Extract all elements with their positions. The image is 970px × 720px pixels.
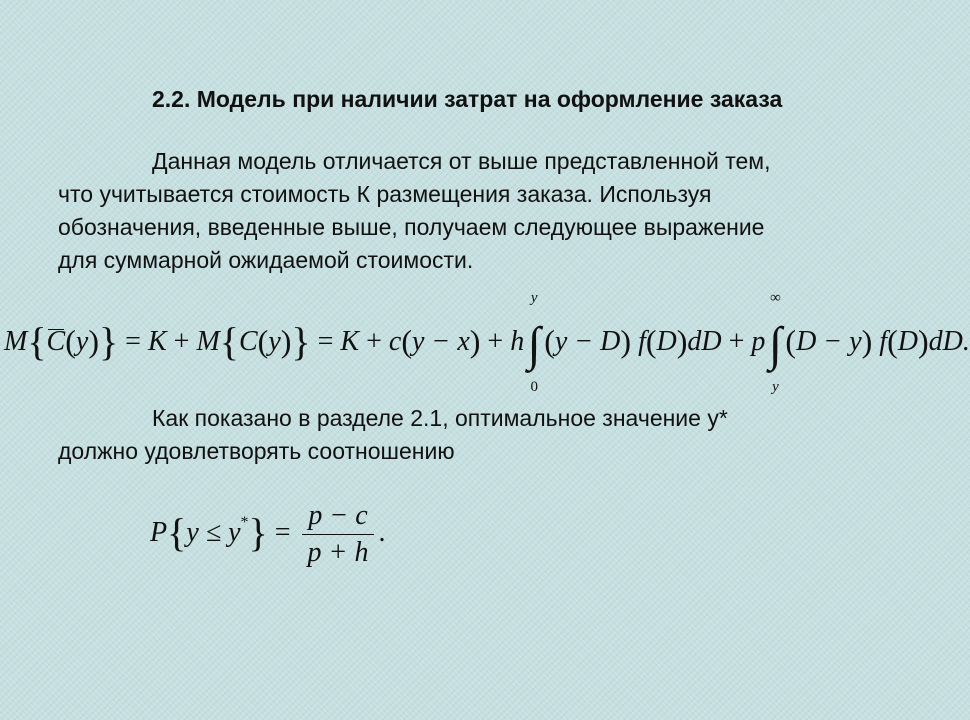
paragraph-model-description [58, 145, 918, 277]
paragraph-1-text: Данная модель отличается от выше представленной тем, что учитывается стоимость К размещения заказа. Используя обозначения, введенные выше, получаем следующее выражение для суммарной ожидаемой стоимости. [58, 148, 771, 273]
paren: ) [469, 323, 481, 359]
formula-total-expected-cost [4, 290, 970, 395]
integral-upper-limit: y [530, 290, 538, 306]
integral-sign-1: ∫ y 0 [527, 290, 541, 395]
formula-term: D [656, 326, 677, 357]
formula-operator: + [366, 326, 382, 357]
paren: ( [544, 323, 555, 359]
paren: ( [65, 323, 76, 359]
right-brace: } [291, 319, 311, 364]
formula-term: p [751, 326, 766, 357]
formula-term: y − x [412, 326, 470, 357]
integral-lower-limit: 0 [530, 379, 538, 395]
paren: ) [861, 323, 873, 359]
paren: ) [620, 323, 632, 359]
formula-term: C [238, 326, 258, 357]
formula-operator: = [125, 326, 141, 357]
formula-operator: = [274, 516, 291, 548]
paren: ) [676, 323, 688, 359]
formula-term-c-bar: C [46, 326, 66, 357]
paren: ( [257, 323, 269, 359]
formula-term: P [150, 516, 168, 548]
formula-term: f [638, 326, 646, 357]
paren: ( [887, 323, 898, 359]
integral-lower-limit: y [772, 379, 779, 395]
formula-period: . [378, 516, 386, 548]
right-brace: } [248, 509, 268, 555]
formula-term: M [196, 326, 220, 357]
formula-term: y [75, 326, 89, 357]
formula-operator: + [728, 326, 745, 357]
formula-term: f [879, 326, 888, 357]
paren: ( [785, 323, 797, 359]
formula-term: h [510, 326, 525, 357]
formula-term: K [340, 326, 360, 357]
integral-upper-limit: ∞ [770, 290, 781, 306]
paren: ) [917, 323, 929, 359]
fraction-denominator: p + h [307, 537, 369, 568]
formula-term: y [268, 326, 281, 357]
integral-sign-2: ∫ ∞ y [768, 290, 782, 395]
paren: ) [88, 323, 99, 359]
formula-term: y ≤ y [186, 516, 241, 548]
formula-term: M [4, 326, 28, 357]
paragraph-optimal-value [58, 402, 918, 468]
section-heading: 2.2. Модель при наличии затрат на оформление заказа [152, 86, 783, 112]
formula-operator: + [487, 326, 504, 357]
formula-operator: + [173, 326, 190, 357]
paren: ( [401, 323, 412, 359]
superscript-star: * [240, 513, 249, 531]
formula-term: D [897, 326, 918, 357]
fraction [302, 500, 375, 569]
formula-term: c [388, 326, 402, 357]
paren: ) [280, 323, 292, 359]
left-brace: { [27, 319, 47, 364]
formula-term: K [147, 326, 167, 357]
formula-optimal-condition [150, 500, 385, 569]
fraction-numerator: p − c [302, 500, 375, 535]
paren: ( [645, 323, 657, 359]
paragraph-2-text: Как показано в разделе 2.1, оптимальное значение y* должно удовлетворять соотношению [58, 405, 728, 464]
formula-term: D − y [796, 326, 862, 357]
formula-operator: = [317, 326, 334, 357]
formula-term: y − D [554, 326, 621, 357]
formula-term: dD [687, 326, 722, 357]
right-brace: } [98, 319, 119, 364]
formula-term: dD. [928, 326, 970, 357]
left-brace: { [167, 509, 187, 555]
left-brace: { [219, 319, 239, 364]
